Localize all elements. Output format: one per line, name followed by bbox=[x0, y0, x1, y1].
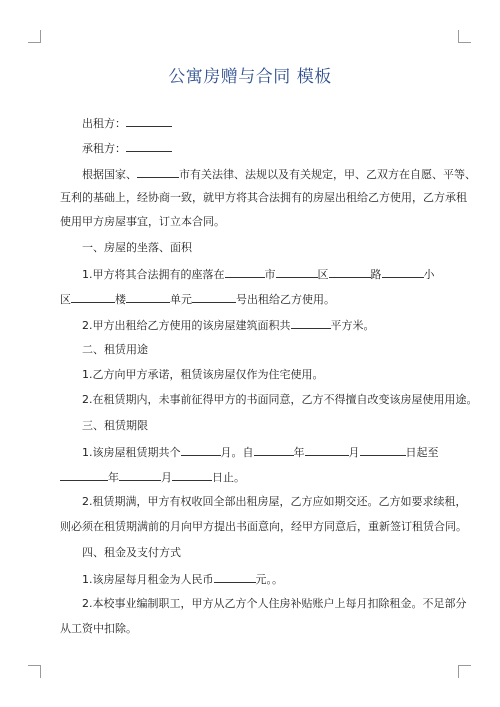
area-blank bbox=[291, 317, 331, 329]
section-3-heading: 三、租赁期限 bbox=[82, 419, 148, 432]
lessor-blank bbox=[126, 115, 172, 127]
clause-text: 月 bbox=[348, 446, 360, 459]
crop-mark-bottom-right bbox=[458, 665, 471, 678]
clause-text: 市 bbox=[264, 268, 276, 281]
section-2-heading: 二、租赁用途 bbox=[82, 343, 148, 356]
clause-text: 号出租给乙方使用。 bbox=[236, 293, 335, 306]
blank bbox=[126, 291, 170, 303]
lessor-label: 出租方： bbox=[82, 117, 126, 130]
section-2-para-2: 2.在租赁期内，未事前征得甲方的书面同意，乙方不得擅自改变该房屋使用用途。 bbox=[82, 393, 478, 406]
intro-text: 根据国家、 bbox=[82, 168, 137, 181]
intro-line-3: 使用甲方房屋事宜，订立本合同。 bbox=[60, 215, 225, 228]
lessee-blank bbox=[126, 140, 172, 152]
blank bbox=[119, 469, 161, 481]
clause-text: 路 bbox=[370, 268, 382, 281]
blank bbox=[71, 291, 115, 303]
blank bbox=[329, 266, 371, 278]
clause-text: 2.甲方出租给乙方使用的该房屋建筑面积共 bbox=[82, 319, 291, 332]
clause-text: 1.甲方将其合法拥有的座落在 bbox=[82, 268, 225, 281]
clause-text: 年 bbox=[293, 446, 305, 459]
clause-text: 日止。 bbox=[212, 471, 245, 484]
clause-text: 月 bbox=[161, 471, 172, 484]
clause-text: 1.该房屋租赁期共个 bbox=[82, 446, 181, 459]
rent-blank bbox=[214, 571, 256, 583]
crop-mark-bottom-left bbox=[28, 665, 41, 678]
blank bbox=[276, 266, 318, 278]
intro-text: 市有关法律、法规以及有关规定，甲、乙双方在自愿、平等、 bbox=[179, 168, 476, 181]
city-blank bbox=[137, 166, 179, 178]
section-1-heading: 一、房屋的坐落、面积 bbox=[82, 241, 192, 254]
section-4-para-2: 2.本校事业编制职工，甲方从乙方个人住房补贴账户上每月扣除租金。不足部分 bbox=[82, 597, 467, 610]
blank bbox=[181, 444, 221, 456]
clause-text: 区 bbox=[60, 293, 71, 306]
section-1-para-2 bbox=[82, 317, 375, 333]
document-title: 公寓房赠与合同 模板 bbox=[168, 67, 332, 87]
clause-text: 月。自 bbox=[220, 446, 254, 459]
intro-line-2: 互利的基础上，经协商一致，就甲方将其合法拥有的房屋出租给乙方使用，乙方承租 bbox=[60, 191, 467, 204]
blank bbox=[60, 469, 108, 481]
clause-text: 年 bbox=[108, 471, 119, 484]
crop-mark-top-right bbox=[458, 30, 471, 43]
clause-text: 小 bbox=[423, 268, 435, 281]
blank bbox=[382, 266, 424, 278]
clause-text: 单元 bbox=[170, 293, 192, 306]
blank bbox=[192, 291, 236, 303]
lessee-label: 承租方： bbox=[82, 142, 126, 155]
crop-mark-top-left bbox=[28, 30, 41, 43]
blank bbox=[360, 444, 406, 456]
section-3-para-1-cont bbox=[60, 469, 245, 485]
section-3-para-1 bbox=[82, 444, 439, 460]
section-4-para-1 bbox=[82, 571, 283, 587]
clause-text: 楼 bbox=[115, 293, 126, 306]
clause-text: 区 bbox=[317, 268, 329, 281]
section-1-para-1 bbox=[82, 266, 435, 282]
clause-text: 元。。 bbox=[255, 573, 283, 586]
intro-line-1 bbox=[82, 166, 476, 182]
section-1-para-1-cont bbox=[60, 291, 335, 307]
section-3-para-2-cont: 则必须在租赁期满前的月向甲方提出书面意向，经甲方同意后，重新签订租赁合同。 bbox=[60, 520, 467, 533]
clause-text: 日起至 bbox=[405, 446, 439, 459]
blank bbox=[172, 469, 212, 481]
blank bbox=[254, 444, 294, 456]
section-2-para-1: 1.乙方向甲方承诺，租赁该房屋仅作为住宅使用。 bbox=[82, 368, 324, 381]
blank bbox=[225, 266, 265, 278]
lessor-line bbox=[82, 115, 172, 131]
clause-text: 平方米。 bbox=[330, 319, 375, 332]
lessee-line bbox=[82, 140, 172, 156]
section-3-para-2: 2.租赁期满，甲方有权收回全部出租房屋，乙方应如期交还。乙方如要求续租， bbox=[82, 495, 467, 508]
blank bbox=[305, 444, 349, 456]
clause-text: 1.该房屋每月租金为人民币 bbox=[82, 573, 214, 586]
section-4-heading: 四、租金及支付方式 bbox=[82, 546, 181, 559]
section-4-para-2-cont: 从工资中扣除。 bbox=[60, 622, 137, 635]
